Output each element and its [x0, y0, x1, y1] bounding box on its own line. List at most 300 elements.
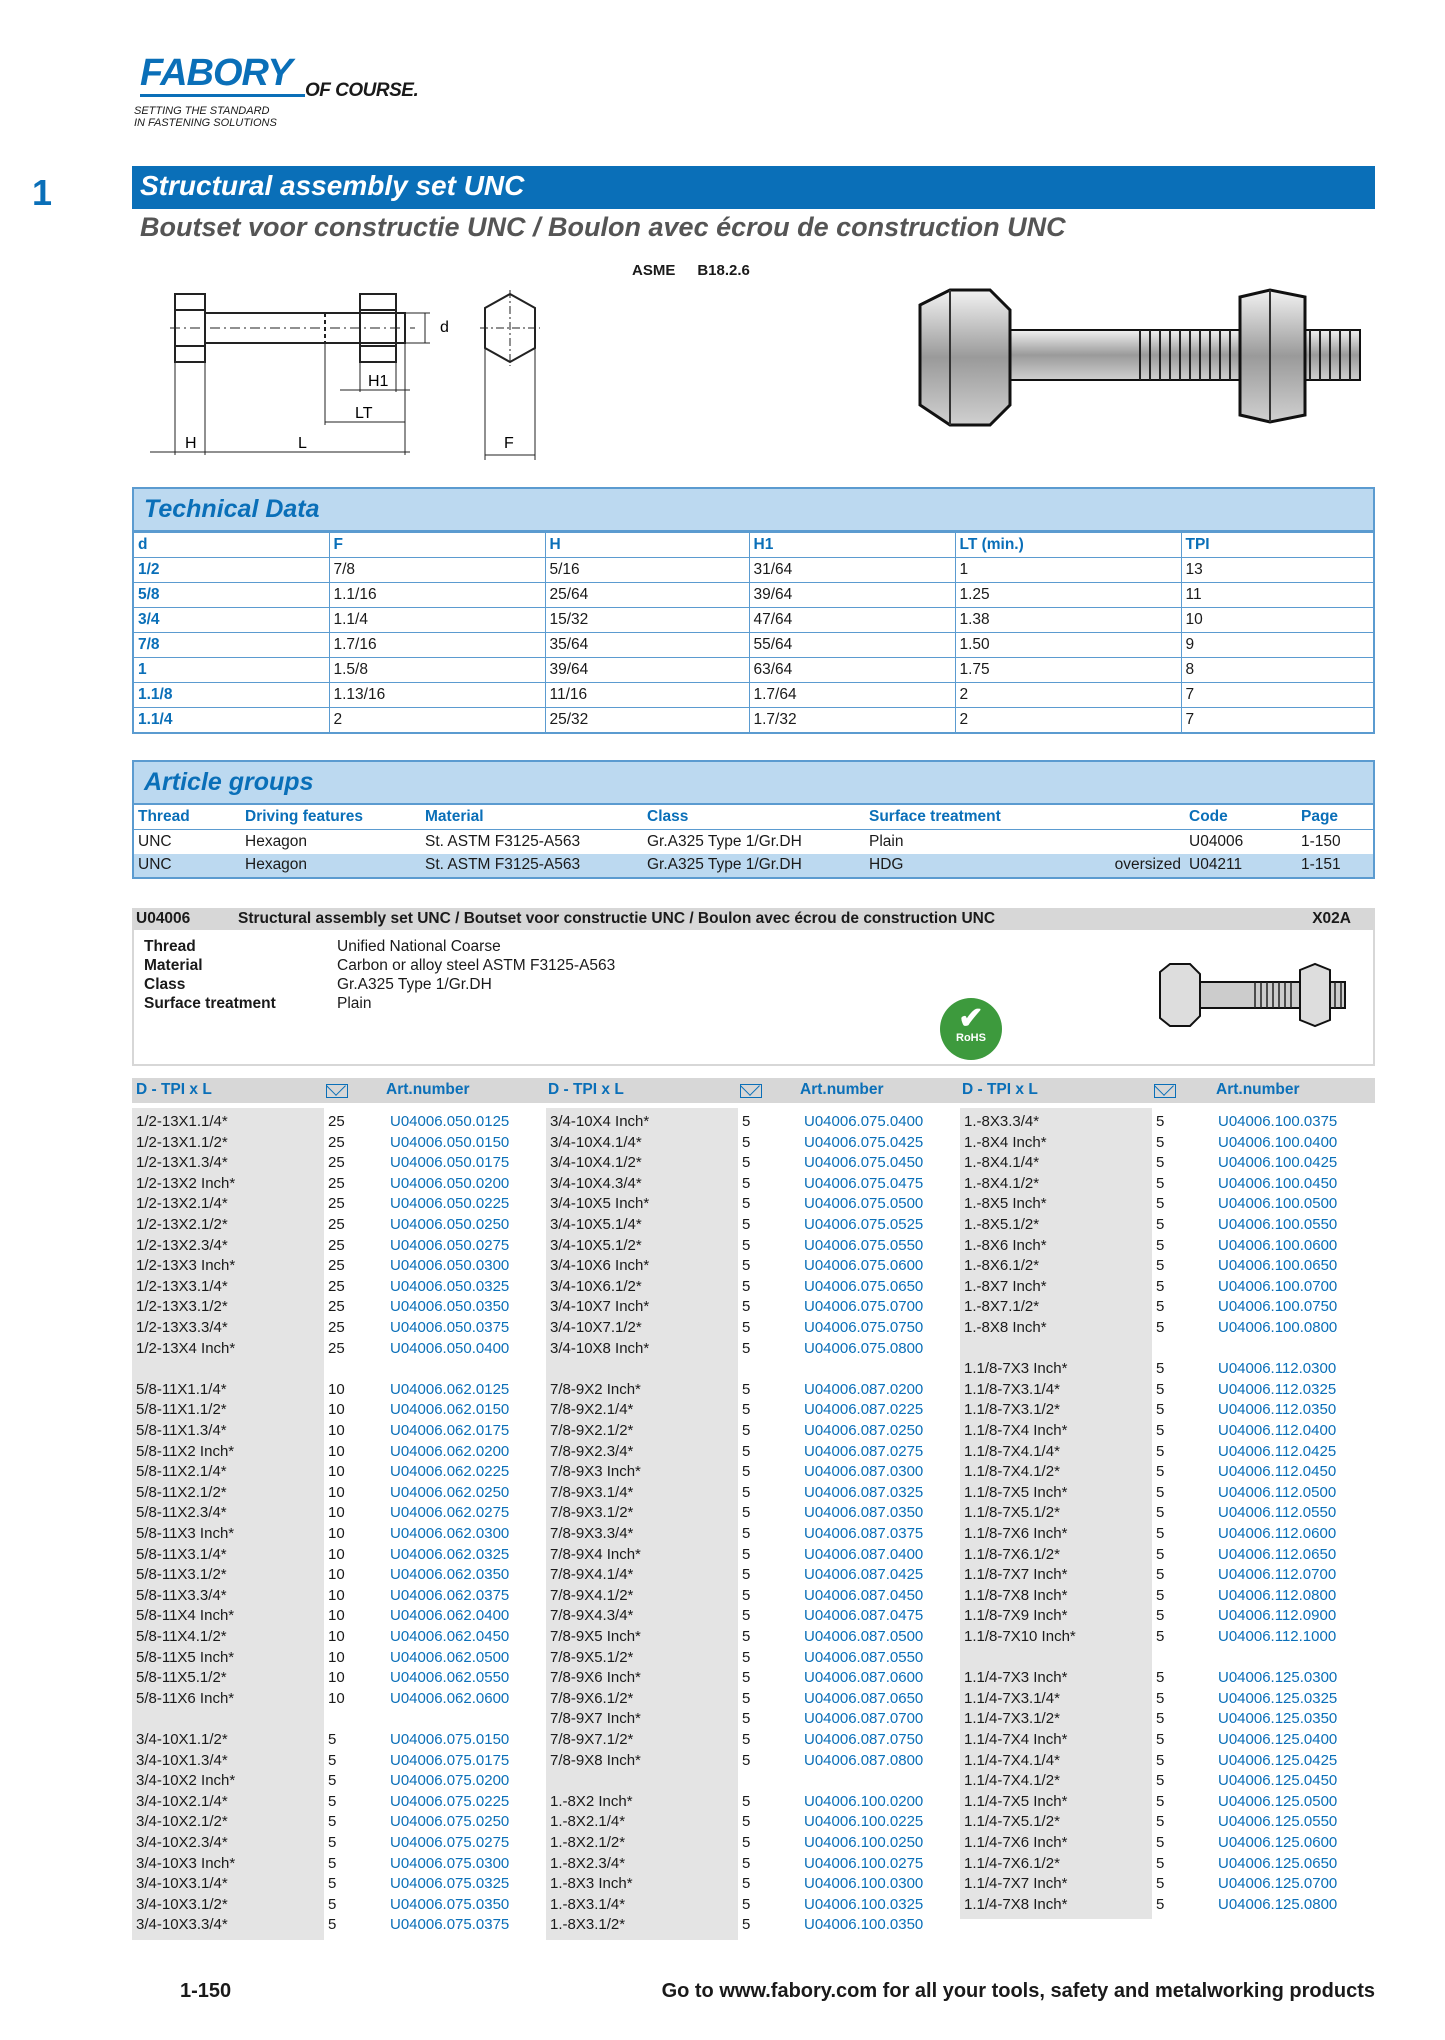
listing-quantity: 5 [742, 1174, 751, 1192]
listing-quantity: 5 [1156, 1380, 1165, 1398]
listing-dimension: 5/8-11X1.3/4* [136, 1422, 227, 1439]
list-item[interactable] [960, 1812, 1360, 1832]
package-quantity-icon [1154, 1084, 1176, 1098]
listing-quantity: 5 [1156, 1298, 1165, 1316]
listing-article-number: U04006.050.0300 [390, 1257, 510, 1275]
listing-article-number: U04006.087.0225 [804, 1401, 924, 1419]
col-driving: Driving features [241, 805, 421, 830]
listing-article-number: U04006.087.0425 [804, 1566, 924, 1584]
listing-article-number: U04006.100.0450 [1218, 1174, 1338, 1192]
listing-article-number: U04006.087.0300 [804, 1463, 924, 1481]
listing-article-number: U04006.075.0400 [804, 1113, 924, 1130]
listing-quantity: 5 [1156, 1607, 1165, 1625]
listing-col-dimension-2: D - TPI x L [548, 1081, 624, 1098]
listing-article-number: U04006.125.0500 [1218, 1792, 1338, 1810]
listing-quantity: 5 [1156, 1483, 1165, 1501]
listing-article-number: U04006.100.0225 [804, 1813, 924, 1831]
listing-dimension: 1.1/8-7X4.1/4* [964, 1442, 1060, 1460]
listing-article-number: U04006.075.0550 [804, 1236, 924, 1254]
list-item[interactable] [546, 1709, 946, 1729]
technical-drawing [130, 280, 580, 470]
list-item[interactable] [132, 1565, 532, 1585]
listing-article-number: U04006.087.0450 [804, 1586, 924, 1604]
package-quantity-icon [326, 1084, 348, 1098]
list-item[interactable] [960, 1442, 1360, 1462]
listing-quantity: 5 [742, 1607, 751, 1625]
list-item[interactable] [132, 1153, 532, 1173]
list-item[interactable] [960, 1421, 1360, 1441]
cell: 1.1/8 [133, 683, 329, 708]
listing-dimension: 3/4-10X4 Inch* [550, 1113, 650, 1130]
listing-dimension: 1.1/8-7X4 Inch* [964, 1422, 1068, 1439]
list-item[interactable] [546, 1153, 946, 1173]
list-item[interactable] [960, 1133, 1360, 1153]
listing-dimension: 7/8-9X7.1/2* [550, 1731, 634, 1748]
list-item[interactable] [546, 1400, 946, 1420]
listing-header [132, 1078, 1375, 1103]
list-item[interactable] [546, 1194, 946, 1214]
list-item[interactable] [546, 1503, 946, 1523]
listing-dimension: 7/8-9X5.1/2* [550, 1648, 634, 1666]
list-item[interactable] [132, 1256, 532, 1276]
prop-label-class: Class [144, 976, 186, 993]
table-row [133, 583, 1374, 608]
listing-article-number: U04006.050.0200 [390, 1174, 510, 1192]
listing-article-number: U04006.100.0425 [1218, 1154, 1338, 1172]
listing-dimension: 5/8-11X2.1/2* [136, 1483, 227, 1501]
listing-quantity: 5 [742, 1401, 751, 1419]
list-item[interactable] [960, 1627, 1360, 1647]
list-item[interactable] [132, 1318, 532, 1338]
listing-dimension: 5/8-11X3.1/4* [136, 1545, 227, 1563]
listing-quantity: 25 [328, 1277, 345, 1295]
listing-dimension: 1.1/4-7X5.1/2* [964, 1813, 1060, 1831]
listing-quantity: 5 [1156, 1689, 1165, 1707]
listing-article-number: U04006.125.0425 [1218, 1751, 1338, 1769]
listing-article-number: U04006.112.0350 [1218, 1401, 1337, 1419]
list-item[interactable] [546, 1112, 946, 1132]
list-item[interactable] [546, 1627, 946, 1647]
list-item[interactable] [132, 1297, 532, 1317]
cell: 31/64 [749, 558, 955, 583]
table-row [133, 558, 1374, 583]
logo-tagline [134, 105, 334, 129]
list-item[interactable] [132, 1194, 532, 1214]
listing-quantity: 25 [328, 1216, 345, 1233]
listing-quantity: 5 [742, 1216, 751, 1233]
list-item[interactable] [960, 1359, 1360, 1379]
listing-dimension: 3/4-10X7 Inch* [550, 1298, 650, 1316]
page-title: Structural assembly set UNC [132, 166, 1375, 209]
listing-quantity: 5 [742, 1298, 751, 1316]
cell: oversized [1061, 854, 1185, 878]
listing-dimension: 3/4-10X2 Inch* [136, 1772, 236, 1790]
listing-dimension: 5/8-11X5 Inch* [136, 1648, 235, 1666]
listing-quantity: 5 [328, 1916, 337, 1934]
listing-article-number: U04006.087.0325 [804, 1483, 924, 1501]
cell: 7 [1181, 683, 1374, 708]
listing-article-number: U04006.100.0400 [1218, 1133, 1338, 1151]
list-item[interactable] [132, 1854, 532, 1874]
list-item[interactable] [546, 1421, 946, 1441]
list-item[interactable] [546, 1215, 946, 1235]
list-item[interactable] [132, 1895, 532, 1915]
listing-article-number: U04006.100.0375 [1218, 1113, 1338, 1130]
list-item[interactable] [960, 1318, 1360, 1338]
list-item[interactable] [546, 1792, 946, 1812]
listing-dimension: 1/2-13X2 Inch* [136, 1174, 236, 1192]
listing-dimension: 1/2-13X1.1/4* [136, 1113, 228, 1130]
list-item[interactable] [132, 1380, 532, 1400]
listing-dimension: 5/8-11X2.1/4* [136, 1463, 227, 1481]
listing-article-number: U04006.075.0375 [390, 1916, 510, 1934]
listing-dimension: 7/8-9X4.3/4* [550, 1607, 634, 1625]
list-item[interactable] [546, 1524, 946, 1544]
list-item[interactable] [960, 1730, 1360, 1750]
listing-dimension: 1.1/4-7X8 Inch* [964, 1895, 1068, 1913]
list-item[interactable] [546, 1380, 946, 1400]
listing-article-number: U04006.125.0650 [1218, 1854, 1338, 1872]
list-item[interactable] [546, 1442, 946, 1462]
list-item[interactable] [132, 1462, 532, 1482]
list-item[interactable] [960, 1771, 1360, 1791]
list-item[interactable] [546, 1174, 946, 1194]
listing-article-number: U04006.075.0525 [804, 1216, 924, 1233]
listing-quantity: 10 [328, 1669, 345, 1687]
list-item[interactable] [960, 1462, 1360, 1482]
cell: 3/4 [133, 608, 329, 633]
list-item[interactable] [960, 1277, 1360, 1297]
listing-dimension: 1/2-13X1.3/4* [136, 1154, 228, 1172]
listing-article-number: U04006.050.0175 [390, 1154, 510, 1172]
list-item[interactable] [546, 1915, 946, 1935]
listing-quantity: 5 [742, 1689, 751, 1707]
listing-quantity: 5 [742, 1751, 751, 1769]
listing-article-number: U04006.125.0600 [1218, 1834, 1338, 1851]
listing-article-number: U04006.075.0475 [804, 1174, 924, 1192]
list-item[interactable] [546, 1606, 946, 1626]
listing-article-number: U04006.062.0175 [390, 1422, 510, 1439]
cell: 1.5/8 [329, 658, 545, 683]
list-item[interactable] [132, 1668, 532, 1688]
table-row[interactable] [133, 830, 1374, 854]
cell: 7/8 [329, 558, 545, 583]
cell: 55/64 [749, 633, 955, 658]
listing-quantity: 5 [742, 1586, 751, 1604]
list-item[interactable] [132, 1545, 532, 1565]
listing-dimension: 1.1/4-7X6.1/2* [964, 1854, 1060, 1872]
list-item[interactable] [132, 1421, 532, 1441]
list-item[interactable] [546, 1462, 946, 1482]
listing-dimension: 1.-8X2.1/4* [550, 1813, 626, 1831]
technical-data-table [132, 532, 1375, 734]
list-item[interactable] [960, 1606, 1360, 1626]
cell: 1.13/16 [329, 683, 545, 708]
listing-article-number: U04006.112.0550 [1218, 1504, 1337, 1522]
listing-dimension: 1.1/8-7X10 Inch* [964, 1628, 1076, 1645]
listing-quantity: 25 [328, 1236, 345, 1254]
list-item[interactable] [132, 1483, 532, 1503]
list-item[interactable] [132, 1133, 532, 1153]
list-item[interactable] [960, 1524, 1360, 1544]
cell: 63/64 [749, 658, 955, 683]
list-item[interactable] [132, 1174, 532, 1194]
list-item[interactable] [132, 1771, 532, 1791]
list-item[interactable] [546, 1236, 946, 1256]
listing-article-number: U04006.112.0600 [1218, 1525, 1337, 1542]
list-item[interactable] [132, 1112, 532, 1132]
drawing-label-l: L [298, 435, 307, 452]
list-item[interactable] [960, 1400, 1360, 1420]
list-item[interactable] [960, 1874, 1360, 1894]
list-item[interactable] [960, 1751, 1360, 1771]
listing-quantity: 10 [328, 1401, 345, 1419]
product-thumbnail [1155, 960, 1355, 1030]
list-item[interactable] [960, 1194, 1360, 1214]
listing-quantity: 5 [1156, 1854, 1165, 1872]
listing-article-number: U04006.062.0375 [390, 1586, 510, 1604]
list-item[interactable] [960, 1586, 1360, 1606]
list-item[interactable] [546, 1545, 946, 1565]
list-item[interactable] [546, 1833, 946, 1853]
tech-col-d: d [133, 533, 329, 558]
listing-quantity: 10 [328, 1586, 345, 1604]
list-item[interactable] [546, 1483, 946, 1503]
logo-wordmark: FABORY [140, 52, 292, 94]
listing-quantity: 25 [328, 1174, 345, 1192]
list-item[interactable] [960, 1709, 1360, 1729]
list-item[interactable] [546, 1854, 946, 1874]
list-item[interactable] [546, 1668, 946, 1688]
listing-article-number: U04006.050.0400 [390, 1339, 510, 1357]
footer-text: Go to www.fabory.com for all your tools, safety and metalworking products [661, 1980, 1375, 2002]
listing-dimension: 1.-8X5 Inch* [964, 1195, 1047, 1213]
listing-article-number: U04006.100.0500 [1218, 1195, 1338, 1213]
list-item[interactable] [546, 1256, 946, 1276]
list-item[interactable] [132, 1586, 532, 1606]
listing-quantity: 10 [328, 1422, 345, 1439]
listing-dimension: 7/8-9X6.1/2* [550, 1689, 634, 1707]
list-item[interactable] [132, 1277, 532, 1297]
list-item[interactable] [546, 1297, 946, 1317]
list-item[interactable] [960, 1854, 1360, 1874]
listing-article-number: U04006.075.0225 [390, 1792, 510, 1810]
listing-article-number: U04006.062.0275 [390, 1504, 510, 1522]
list-item[interactable] [960, 1236, 1360, 1256]
list-item[interactable] [546, 1730, 946, 1750]
listing-article-number: U04006.087.0800 [804, 1751, 924, 1769]
listing-quantity: 5 [1156, 1401, 1165, 1419]
listing-article-number: U04006.075.0750 [804, 1319, 924, 1336]
listing-quantity: 5 [742, 1710, 751, 1728]
list-item[interactable] [132, 1915, 532, 1935]
list-item[interactable] [132, 1833, 532, 1853]
listing-dimension: 1.1/4-7X7 Inch* [964, 1875, 1068, 1893]
cell: 5/16 [545, 558, 749, 583]
listing-article-number: U04006.100.0800 [1218, 1319, 1338, 1336]
list-item[interactable] [960, 1380, 1360, 1400]
cell: 39/64 [749, 583, 955, 608]
listing-article-number: U04006.100.0200 [804, 1792, 924, 1810]
list-item[interactable] [546, 1689, 946, 1709]
listing-dimension: 7/8-9X8 Inch* [550, 1751, 641, 1769]
listing-article-number: U04006.087.0200 [804, 1380, 924, 1398]
listing-quantity: 5 [742, 1319, 751, 1336]
list-item[interactable] [132, 1648, 532, 1668]
cell: Gr.A325 Type 1/Gr.DH [647, 832, 802, 850]
listing-article-number: U04006.112.0400 [1218, 1422, 1337, 1439]
listing-dimension: 7/8-9X4 Inch* [550, 1545, 641, 1563]
listing-quantity: 25 [328, 1298, 345, 1316]
listing-article-number: U04006.100.0650 [1218, 1257, 1338, 1275]
list-item[interactable] [546, 1339, 946, 1359]
list-item[interactable] [132, 1874, 532, 1894]
list-item[interactable] [960, 1297, 1360, 1317]
list-item[interactable] [132, 1812, 532, 1832]
list-item[interactable] [546, 1277, 946, 1297]
listing-article-number: U04006.062.0550 [390, 1669, 510, 1687]
listing-article-number: U04006.062.0325 [390, 1545, 510, 1563]
listing-article-number: U04006.112.0425 [1218, 1442, 1337, 1460]
listing-dimension: 1/2-13X2.1/4* [136, 1195, 228, 1213]
list-item[interactable] [546, 1133, 946, 1153]
listing-quantity: 5 [742, 1813, 751, 1831]
cell: 1-151 [1297, 854, 1374, 878]
listing-dimension: 1.1/8-7X3.1/4* [964, 1380, 1060, 1398]
listing-dimension: 1.-8X4 Inch* [964, 1133, 1047, 1151]
list-item[interactable] [960, 1174, 1360, 1194]
listing-dimension: 1/2-13X2.3/4* [136, 1236, 228, 1254]
list-item[interactable] [960, 1833, 1360, 1853]
listing-article-number: U04006.087.0650 [804, 1689, 924, 1707]
listing-quantity: 5 [742, 1257, 751, 1275]
listing-quantity: 10 [328, 1380, 345, 1398]
cell: 1.75 [955, 658, 1181, 683]
cell: 1/2 [133, 558, 329, 583]
list-item[interactable] [546, 1586, 946, 1606]
tech-col-h: H [545, 533, 749, 558]
listing-article-number: U04006.075.0450 [804, 1154, 924, 1172]
col-material: Material [421, 805, 643, 830]
list-item[interactable] [132, 1400, 532, 1420]
listing-article-number: U04006.050.0350 [390, 1298, 510, 1316]
list-item[interactable] [132, 1339, 532, 1359]
listing-article-number: U04006.062.0400 [390, 1607, 510, 1625]
package-quantity-icon [740, 1084, 762, 1098]
list-item[interactable] [546, 1751, 946, 1771]
list-item[interactable] [960, 1689, 1360, 1709]
listing-dimension: 3/4-10X7.1/2* [550, 1319, 642, 1336]
listing-quantity: 5 [1156, 1195, 1165, 1213]
list-item[interactable] [960, 1668, 1360, 1688]
listing-dimension: 3/4-10X2.1/2* [136, 1813, 228, 1831]
listing-article-number: U04006.087.0400 [804, 1545, 924, 1563]
listing-quantity: 5 [1156, 1504, 1165, 1522]
listing-article-number: U04006.075.0700 [804, 1298, 924, 1316]
listing-dimension: 7/8-9X3.1/2* [550, 1504, 634, 1522]
listing-col-art-2: Art.number [800, 1081, 884, 1098]
list-item[interactable] [960, 1256, 1360, 1276]
list-item[interactable] [132, 1730, 532, 1750]
listing-dimension: 7/8-9X4.1/2* [550, 1586, 634, 1604]
list-item[interactable] [960, 1215, 1360, 1235]
listing-article-number: U04006.075.0175 [390, 1751, 510, 1769]
list-item[interactable] [132, 1524, 532, 1544]
cell: Hexagon [241, 854, 421, 878]
list-item[interactable] [960, 1503, 1360, 1523]
listing-quantity: 10 [328, 1628, 345, 1645]
list-item[interactable] [546, 1874, 946, 1894]
list-item[interactable] [546, 1565, 946, 1585]
cell [1061, 830, 1185, 854]
list-item[interactable] [960, 1792, 1360, 1812]
listing-col-art-1: Art.number [386, 1081, 470, 1098]
listing-dimension: 1.1/4-7X4.1/2* [964, 1772, 1060, 1790]
list-item[interactable] [132, 1689, 532, 1709]
col-note [1061, 805, 1185, 830]
listing-dimension: 7/8-9X2.1/2* [550, 1422, 634, 1439]
list-item[interactable] [960, 1545, 1360, 1565]
list-item[interactable] [960, 1153, 1360, 1173]
list-item[interactable] [132, 1627, 532, 1647]
listing-quantity: 5 [328, 1834, 337, 1851]
col-code: Code [1185, 805, 1297, 830]
listing-dimension: 5/8-11X6 Inch* [136, 1689, 235, 1707]
list-item[interactable] [960, 1565, 1360, 1585]
list-item[interactable] [960, 1483, 1360, 1503]
listing-article-number: U04006.100.0300 [804, 1875, 924, 1893]
listing-quantity: 5 [742, 1895, 751, 1913]
list-item[interactable] [132, 1792, 532, 1812]
listing-article-number: U04006.062.0225 [390, 1463, 510, 1481]
prop-value-class: Gr.A325 Type 1/Gr.DH [337, 976, 492, 993]
list-item[interactable] [546, 1648, 946, 1668]
list-item[interactable] [132, 1751, 532, 1771]
list-item[interactable] [132, 1236, 532, 1256]
list-item[interactable] [132, 1215, 532, 1235]
listing-quantity: 5 [1156, 1751, 1165, 1769]
list-item[interactable] [132, 1442, 532, 1462]
cell: UNC [133, 854, 241, 878]
tech-col-h1: H1 [749, 533, 955, 558]
listing-dimension: 5/8-11X2 Inch* [136, 1442, 235, 1460]
listing-dimension: 3/4-10X2.1/4* [136, 1792, 228, 1810]
list-item[interactable] [546, 1812, 946, 1832]
listing-quantity: 5 [1156, 1586, 1165, 1604]
listing-dimension: 5/8-11X2.3/4* [136, 1504, 227, 1522]
listing-article-number: U04006.112.0650 [1218, 1545, 1337, 1563]
listing-quantity: 5 [1156, 1792, 1165, 1810]
cell: St. ASTM F3125-A563 [425, 832, 581, 850]
list-item[interactable] [546, 1895, 946, 1915]
list-item[interactable] [960, 1112, 1360, 1132]
listing-dimension: 7/8-9X3.3/4* [550, 1525, 634, 1542]
listing-article-number: U04006.062.0350 [390, 1566, 510, 1584]
list-item[interactable] [960, 1895, 1360, 1915]
listing-quantity: 5 [1156, 1422, 1165, 1439]
list-item[interactable] [132, 1503, 532, 1523]
listing-dimension: 1/2-13X3.3/4* [136, 1319, 228, 1336]
listing-col-art-3: Art.number [1216, 1081, 1300, 1098]
list-item[interactable] [546, 1318, 946, 1338]
listing-dimension: 5/8-11X1.1/4* [136, 1380, 227, 1398]
listing-dimension: 1/2-13X2.1/2* [136, 1216, 228, 1233]
listing-quantity: 5 [742, 1648, 751, 1666]
cell: 15/32 [545, 608, 749, 633]
list-item[interactable] [132, 1606, 532, 1626]
table-row[interactable] [133, 854, 1374, 878]
listing-quantity: 5 [328, 1813, 337, 1831]
